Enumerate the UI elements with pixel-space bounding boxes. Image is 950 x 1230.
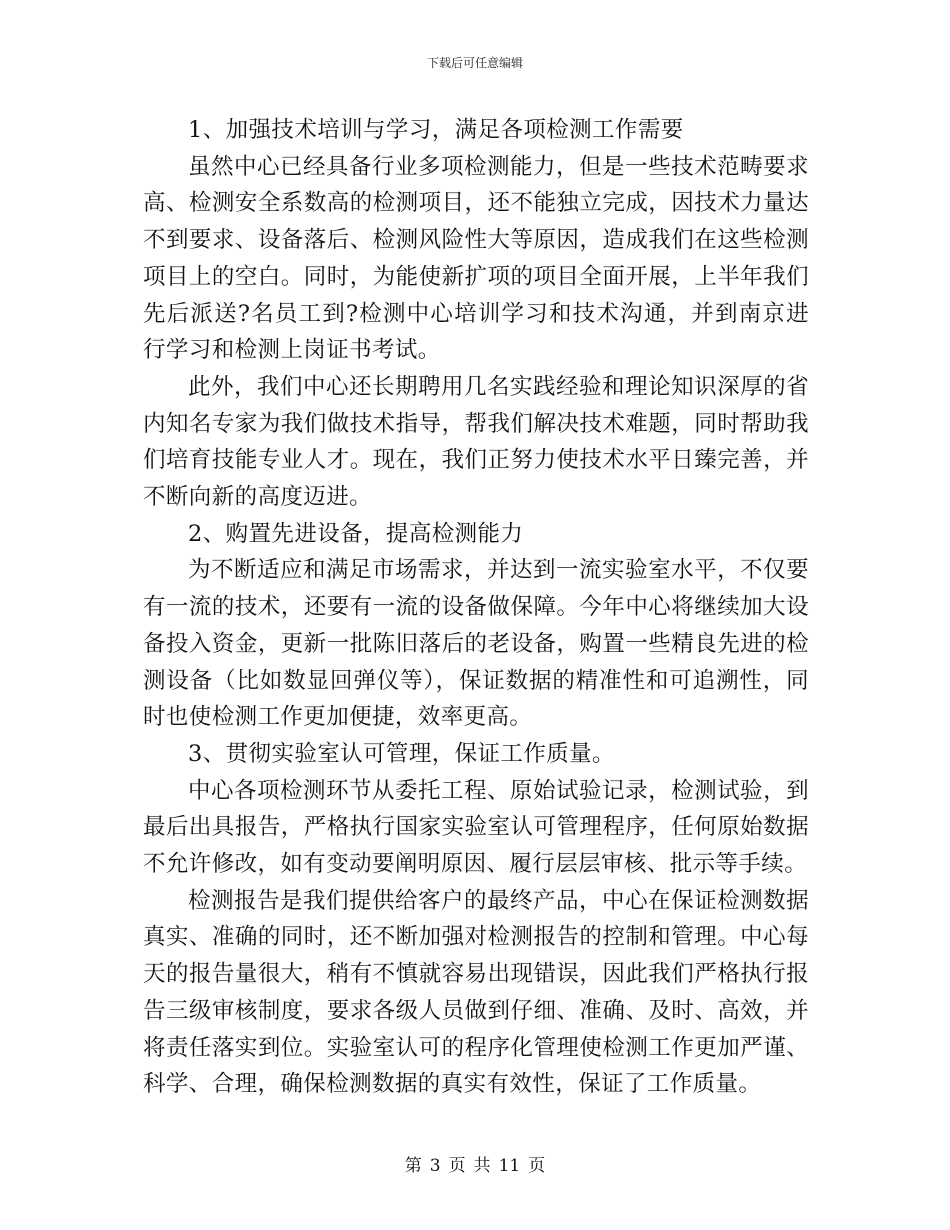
page-number: 3 xyxy=(429,1156,441,1176)
heading-3: 3、贯彻实验室认可管理，保证工作质量。 xyxy=(188,740,615,767)
document-body xyxy=(143,112,809,1103)
paragraph: 此外，我们中心还长期聘用几名实践经验和理论知识深厚的省内知名专家为我们做技术指导，帮我们解决技术难题，同时帮助我们培育技能专业人才。现在，我们正努力使技术水平日臻完善，并不断向新的高度迈进。 xyxy=(143,373,809,511)
footer-page-unit: 页 xyxy=(448,1156,466,1176)
paragraph: 为不断适应和满足市场需求，并达到一流实验室水平，不仅要有一流的技术，还要有一流的设备做保障。今年中心将继续加大设备投入资金，更新一批陈旧落后的老设备，购置一些精良先进的检测设备（比如数显回弹仪等），保证数据的精准性和可追溯性，同时也使检测工作更加便捷，效率更高。 xyxy=(143,557,809,731)
footer-prefix: 第 xyxy=(404,1156,422,1176)
page-footer xyxy=(0,1156,950,1176)
paragraph: 虽然中心已经具备行业多项检测能力，但是一些技术范畴要求高、检测安全系数高的检测项目，还不能独立完成，因技术力量达不到要求、设备落后、检测风险性大等原因，造成我们在这些检测项目上的空白。同时，为能使新扩项的项目全面开展，上半年我们先后派送?名员工到?检测中心培训学习和技术沟通，并到南京进行学习和检测上岗证书考试。 xyxy=(143,153,809,364)
paragraph: 中心各项检测环节从委托工程、原始试验记录，检测试验，到最后出具报告，严格执行国家实验室认可管理程序，任何原始数据不允许修改，如有变动要阐明原因、履行层层审核、批示等手续。 xyxy=(143,777,809,878)
heading-1: 1、加强技术培训与学习，满足各项检测工作需要 xyxy=(188,117,684,143)
footer-total-prefix: 共 xyxy=(473,1156,491,1176)
paragraph: 检测报告是我们提供给客户的最终产品，中心在保证检测数据真实、准确的同时，还不断加强对检测报告的控制和管理。中心每天的报告量很大，稍有不慎就容易出现错误，因此我们严格执行报告三级审核制度，要求各级人员做到仔细、准确、及时、高效，并将责任落实到位。实验室认可的程序化管理使检测工作更加严谨、科学、合理，确保检测数据的真实有效性，保证了工作质量。 xyxy=(143,887,809,1098)
footer-total-unit: 页 xyxy=(528,1156,546,1176)
heading-2: 2、购置先进设备，提高检测能力 xyxy=(188,520,524,547)
header-note: 下载后可任意编辑 xyxy=(426,56,523,70)
page-total: 11 xyxy=(498,1156,521,1176)
